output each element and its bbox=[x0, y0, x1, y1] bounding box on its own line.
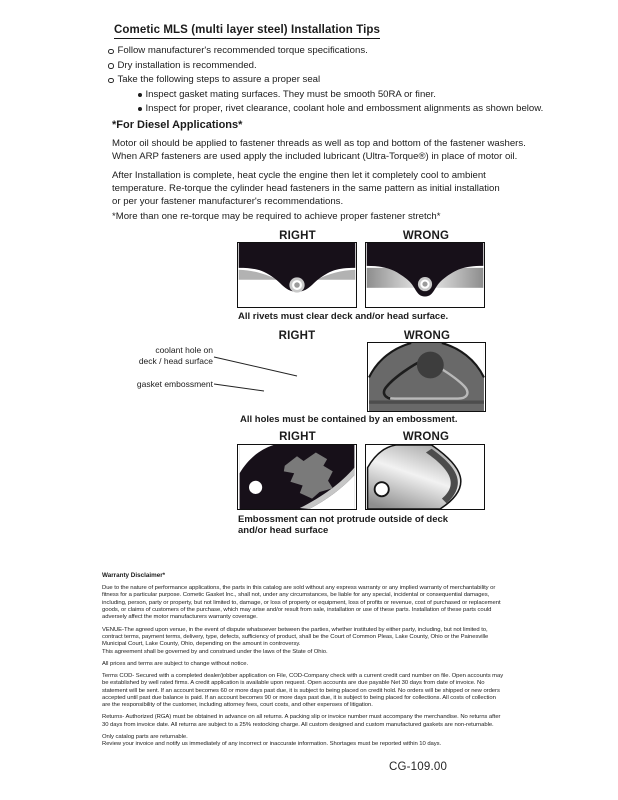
tip-text: Dry installation is recommended. bbox=[117, 59, 257, 71]
caption-line: Embossment can not protrude outside of deck bbox=[238, 514, 449, 525]
caption-line: and/or head surface bbox=[238, 524, 329, 536]
disclaimer-block bbox=[102, 673, 532, 710]
disclaimer-line: Review your invoice and notify us immediately of any incorrect or inaccurate information. Shortages must be reported within 10 days. bbox=[102, 741, 442, 748]
warranty-disclaimer bbox=[102, 572, 532, 753]
row2-caption: All holes must be contained by an embossment. bbox=[240, 414, 458, 425]
disclaimer-line: Returns- Authorized (RGA) must be obtained in advance on all returns. A packing slip or invoice number must accompany the merchandise. No returns after bbox=[102, 714, 501, 721]
disclaimer-line: Municipal Court, Lake County, Ohio, depending on the amount in controversy. bbox=[102, 641, 301, 648]
rivet-clearance-right-diagram bbox=[237, 242, 357, 308]
open-bullet-icon bbox=[108, 63, 114, 69]
open-bullet-icon bbox=[108, 78, 114, 84]
disclaimer-line: accepted until past due balance is paid. If an account becomes 90 or more days past due, it is subject to being placed for collections. All costs of collection bbox=[102, 694, 496, 701]
disclaimer-line: Terms COD- Secured with a completed dealer/jobber application on File, COD-Company check with a current credit card number on file. Open accounts may bbox=[102, 672, 504, 679]
paragraph-line: temperature. Re-torque the cylinder head fasteners in the same pattern as initial installation bbox=[112, 183, 500, 195]
filled-bullet-icon bbox=[138, 93, 142, 97]
disclaimer-line: VENUE-The agreed upon venue, in the event of dispute whatsoever between the parties, whether instituted by either party, including, but not limited to, bbox=[102, 626, 488, 633]
coolant-hole-callout bbox=[118, 345, 213, 366]
tip-item bbox=[108, 59, 543, 74]
row2-wrong-label: WRONG bbox=[403, 330, 451, 342]
embossment-protrusion-wrong-diagram bbox=[365, 444, 485, 510]
row3-right-label: RIGHT bbox=[279, 431, 316, 443]
disclaimer-line: contract terms, payment terms, delivery, type, defects, sufficiency of product, shall be the Court of Common Pleas, Lake County, Ohio or the Painesville bbox=[102, 633, 489, 640]
disclaimer-line: are the responsibility of the customer, including attorney fees, court costs, and other expenses of litigation. bbox=[102, 702, 373, 709]
row3-caption bbox=[238, 515, 448, 536]
row3-wrong-label: WRONG bbox=[402, 431, 450, 443]
page-title: Cometic MLS (multi layer steel) Installation Tips bbox=[114, 24, 380, 39]
tip-item bbox=[108, 73, 543, 88]
disclaimer-line: be established by well rated firms. A credit application is available upon request. Open accounts are due payable Net 30 days from date of invoice. No bbox=[102, 680, 485, 687]
callout-line: coolant hole on bbox=[155, 345, 213, 355]
disclaimer-line: including, person, party or property, but not limited to, damage, or loss of property or equipment, loss of profits or revenue, cost of purchased or replacement bbox=[102, 599, 501, 606]
disclaimer-block bbox=[102, 734, 532, 749]
tip-item bbox=[108, 44, 543, 59]
paragraph-line: or per your fastener manufacturer's recommendations. bbox=[112, 196, 344, 208]
row2-right-label: RIGHT bbox=[278, 330, 316, 342]
diesel-paragraph-2 bbox=[112, 169, 500, 209]
disclaimer-line: 30 days from invoice date. All returns are subject to a 25% restocking charge. All custom designed and custom manufactured gaskets are non-returnable. bbox=[102, 721, 494, 728]
installation-tips-list bbox=[108, 44, 543, 117]
tip-text: Inspect gasket mating surfaces. They must be smooth 50RA or finer. bbox=[145, 88, 436, 100]
tip-text: Take the following steps to assure a proper seal bbox=[117, 74, 321, 86]
disclaimer-heading: Warranty Disclaimer* bbox=[102, 572, 166, 579]
tip-text: Follow manufacturer's recommended torque specifications. bbox=[117, 45, 368, 56]
row1-wrong-label: WRONG bbox=[402, 230, 450, 242]
disclaimer-block bbox=[102, 627, 532, 656]
catalog-code: CG-109.00 bbox=[389, 761, 448, 773]
hole-embossment-wrong-diagram bbox=[367, 342, 486, 412]
tip-subitem bbox=[138, 102, 543, 117]
filled-bullet-icon bbox=[138, 107, 142, 111]
diesel-paragraph-1 bbox=[112, 137, 526, 163]
disclaimer-block bbox=[102, 661, 532, 668]
disclaimer-line: statement will be sent. If an account becomes 60 or more days past due, it is subject to being placed on credit hold. No orders will be shipped or new orders bbox=[102, 687, 500, 694]
paragraph-line: After Installation is complete, heat cycle the engine then let it completely cool to ambient bbox=[112, 170, 486, 181]
row1-right-label: RIGHT bbox=[279, 230, 316, 242]
callout-leader-lines bbox=[210, 350, 310, 395]
callout-line: deck / head surface bbox=[138, 355, 213, 366]
disclaimer-line: fitness for a particular purpose. Cometic Gasket Inc., shall not, under any circumstances, be liable for any special, incidental or consequential damages, bbox=[102, 592, 490, 599]
paragraph-line: Motor oil should be applied to fastener threads as well as top and bottom of the fastener washers. bbox=[112, 138, 526, 149]
disclaimer-line: adversely affect the motor manufacturers warranty coverage. bbox=[102, 614, 258, 621]
tip-subitem bbox=[138, 88, 543, 103]
disclaimer-block bbox=[102, 585, 532, 622]
disclaimer-line: Only catalog parts are returnable. bbox=[102, 733, 188, 740]
disclaimer-line: All prices and terms are subject to change without notice. bbox=[102, 660, 249, 667]
tip-text: Inspect for proper, rivet clearance, coolant hole and embossment alignments as shown below. bbox=[145, 103, 544, 115]
retorque-note: *More than one re-torque may be required to achieve proper fastener stretch* bbox=[112, 211, 441, 222]
rivet-clearance-wrong-diagram bbox=[365, 242, 485, 308]
disclaimer-line: goods, or claims of customers of the purchase, which may arise and/or result from sale, installation or use of these parts. Installation of these parts could bbox=[102, 607, 492, 614]
paragraph-line: When ARP fasteners are used apply the included lubricant (Ultra-Torque®) in place of motor oil. bbox=[112, 151, 518, 163]
open-bullet-icon bbox=[108, 49, 114, 55]
embossment-protrusion-right-diagram bbox=[237, 444, 357, 510]
disclaimer-line: Due to the nature of performance applications, the parts in this catalog are sold without any express warranty or any implied warranty of merchantability or bbox=[102, 585, 496, 591]
diesel-heading: *For Diesel Applications* bbox=[112, 119, 243, 131]
gasket-embossment-callout: gasket embossment bbox=[136, 379, 213, 389]
disclaimer-block bbox=[102, 714, 532, 729]
disclaimer-line: This agreement shall be governed by and construed under the laws of the State of Ohio. bbox=[102, 648, 328, 655]
row1-caption: All rivets must clear deck and/or head surface. bbox=[238, 311, 449, 322]
